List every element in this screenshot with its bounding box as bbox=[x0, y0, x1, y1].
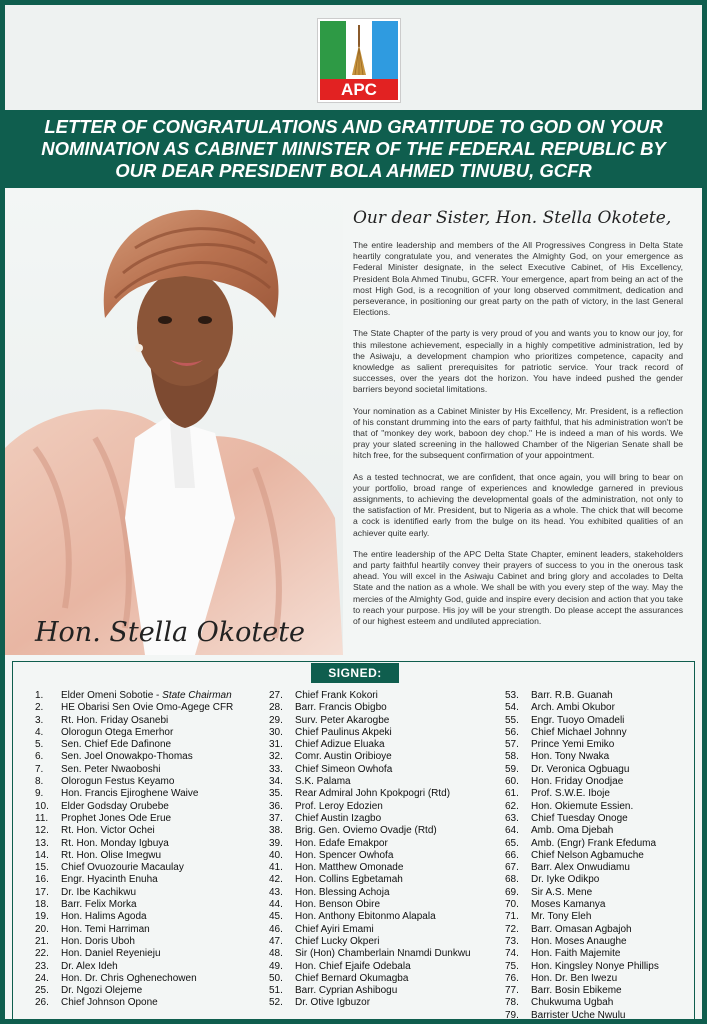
letter-salutation: Our dear Sister, Hon. Stella Okotete, bbox=[353, 208, 672, 228]
signatory-number: 63. bbox=[505, 812, 519, 824]
signatory-number: 48. bbox=[269, 948, 283, 960]
signatory-item bbox=[269, 825, 471, 837]
signatory-name: Rt. Hon. Friday Osanebi bbox=[61, 714, 169, 726]
signed-label: SIGNED: bbox=[311, 663, 399, 683]
signatory-item bbox=[35, 764, 233, 776]
signatory-name: Amb. (Engr) Frank Efeduma bbox=[531, 837, 657, 849]
signatory-number: 79. bbox=[505, 1009, 519, 1021]
signatory-number: 25. bbox=[35, 985, 49, 997]
signatory-name: Barr. R.B. Guanah bbox=[531, 690, 613, 701]
signatory-number: 38. bbox=[269, 825, 283, 837]
signatory-name: Hon. Temi Harriman bbox=[61, 923, 150, 935]
signatory-name: Hon. Spencer Owhofa bbox=[295, 849, 394, 861]
letter-paragraph: The State Chapter of the party is very proud of you and wants you to know our joy, for this milestone achievement, especially in a highly competitive administration, led by the Asiwaju, a development champion who prioritizes competence, capacity and knowledge as salient prerequisites for patriotic service. Your track record of successes, over the years dot the horizon. You have indeed pushed the gender barriers beyond societal limitations. bbox=[353, 328, 683, 395]
signatory-number: 56. bbox=[505, 726, 519, 738]
apc-logo bbox=[317, 18, 401, 103]
signatory-name: Hon. Anthony Ebitonmo Alapala bbox=[295, 911, 436, 923]
signatory-item bbox=[269, 874, 471, 886]
signatory-name: Mr. Tony Eleh bbox=[531, 911, 592, 923]
signatory-number: 46. bbox=[269, 923, 283, 935]
signatory-number: 69. bbox=[505, 886, 519, 898]
signatory-item bbox=[269, 899, 471, 911]
signatory-name: Chief Nelson Agbamuche bbox=[531, 849, 644, 861]
signatory-number: 31. bbox=[269, 739, 283, 751]
signatory-number: 4. bbox=[35, 726, 44, 738]
signatory-name: Chief Austin Izagbo bbox=[295, 812, 382, 824]
signatory-item bbox=[35, 887, 233, 899]
signatory-name: Hon. Collins Egbetamah bbox=[295, 874, 403, 886]
letter-paragraph: Your nomination as a Cabinet Minister by His Excellency, Mr. President, is a reflection of his constant drumming into the ears of party faithful, that his administration won't be that of "monkey dey work, baboon dey chop." He is indeed a man of his words. We pray your slated screening in the hallowed Chamber of the Nigerian Senate shall be hitch free, for the subsequent confirmation of your appointment. bbox=[353, 405, 683, 461]
signatories-column-3 bbox=[505, 690, 659, 1022]
signatory-number: 30. bbox=[269, 726, 283, 738]
signatory-item bbox=[505, 887, 659, 899]
signatory-number: 29. bbox=[269, 714, 283, 726]
signatory-name: Arch. Ambi Okubor bbox=[531, 702, 615, 714]
signatory-number: 51. bbox=[269, 985, 283, 997]
signatory-number: 53. bbox=[505, 690, 519, 701]
signatory-name: Comr. Austin Oribioye bbox=[295, 751, 392, 763]
signatory-item bbox=[35, 715, 233, 727]
signatory-number: 43. bbox=[269, 886, 283, 898]
letter-body bbox=[353, 208, 683, 637]
signatory-item bbox=[269, 948, 471, 960]
signatory-item bbox=[269, 985, 471, 997]
signatory-number: 35. bbox=[269, 788, 283, 800]
signatory-name: Chief Bernard Okumagba bbox=[295, 972, 409, 984]
signatory-number: 61. bbox=[505, 788, 519, 800]
signatory-item bbox=[269, 850, 471, 862]
signatory-name: Chief Lucky Okperi bbox=[295, 935, 380, 947]
portrait-photo bbox=[5, 188, 343, 655]
signatory-name: Prof. S.W.E. Iboje bbox=[531, 788, 610, 800]
signatory-item bbox=[35, 948, 233, 960]
signatory-number: 59. bbox=[505, 763, 519, 775]
signatory-item bbox=[505, 739, 659, 751]
signatories-column-2 bbox=[269, 690, 471, 1010]
signatory-item bbox=[269, 727, 471, 739]
signatory-number: 72. bbox=[505, 923, 519, 935]
signatory-name: Barr. Bosin Ebikeme bbox=[531, 985, 622, 997]
signatory-number: 2. bbox=[35, 702, 44, 714]
signatory-name: Barr. Francis Obigbo bbox=[295, 702, 387, 714]
letter-paragraph: The entire leadership and members of the All Progressives Congress in Delta State heartily congratulate you, and venerates the Almighty God, on your emergence as Federal Minister designate, in the select Executive Cabinet, of His Excellency, President Bola Ahmed Tinubu, GCFR. Your emergence, apart from being an act of the most High God, is a recognition of your long observed commitment, dedication and perseverance, in positioning our great party on the path of victory, in the last General Elections. bbox=[353, 240, 683, 318]
signatory-item bbox=[35, 911, 233, 923]
signatory-name: Hon. Matthew Omonade bbox=[295, 862, 404, 874]
signatory-item bbox=[269, 715, 471, 727]
signatory-number: 75. bbox=[505, 960, 519, 972]
signatory-item bbox=[505, 813, 659, 825]
signatory-name: Engr. Hyacinth Enuha bbox=[61, 874, 158, 886]
signatory-item bbox=[505, 715, 659, 727]
signatory-name: Chief Tuesday Onoge bbox=[531, 812, 628, 824]
signatory-name: Barr. Omasan Agbajoh bbox=[531, 923, 632, 935]
signatory-number: 49. bbox=[269, 960, 283, 972]
signatory-name: Chukwuma Ugbah bbox=[531, 997, 614, 1009]
signatory-item bbox=[269, 887, 471, 899]
signatory-name: Hon. Francis Ejiroghene Waive bbox=[61, 788, 199, 800]
signatory-item bbox=[35, 727, 233, 739]
signatory-name: Amb. Oma Djebah bbox=[531, 825, 614, 837]
page-title: LETTER OF CONGRATULATIONS AND GRATITUDE TO GOD ON YOUR NOMINATION AS CABINET MINISTER OF THE FEDERAL REPUBLIC BY OUR DEAR PRESIDENT BOLA AHMED TINUBU, GCFR bbox=[5, 110, 702, 188]
signatory-name: Barr. Cyprian Ashibogu bbox=[295, 985, 398, 997]
signatory-name: Chief Frank Kokori bbox=[295, 690, 378, 701]
signatory-name: Dr. Veronica Ogbuagu bbox=[531, 763, 630, 775]
signatory-number: 12. bbox=[35, 825, 49, 837]
signatory-number: 41. bbox=[269, 862, 283, 874]
signatory-item bbox=[35, 813, 233, 825]
signatory-name: Barr. Alex Onwudiamu bbox=[531, 862, 630, 874]
signatory-number: 1. bbox=[35, 690, 44, 701]
signatory-item bbox=[35, 985, 233, 997]
signatory-item bbox=[505, 973, 659, 985]
signatory-name: Prophet Jones Ode Erue bbox=[61, 812, 172, 824]
signatory-name: Chief Ayiri Emami bbox=[295, 923, 374, 935]
signatory-name: Hon. Chief Ejaife Odebala bbox=[295, 960, 411, 972]
signatory-number: 64. bbox=[505, 825, 519, 837]
signatory-number: 62. bbox=[505, 800, 519, 812]
signatory-number: 67. bbox=[505, 862, 519, 874]
signatory-number: 24. bbox=[35, 972, 49, 984]
signatory-number: 11. bbox=[35, 812, 49, 824]
signatory-name: Rear Admiral John Kpokpogri (Rtd) bbox=[295, 788, 451, 800]
signatory-number: 10. bbox=[35, 800, 49, 812]
signatory-name: Dr. Alex Ideh bbox=[61, 960, 118, 972]
signatory-item bbox=[269, 751, 471, 763]
signatory-number: 68. bbox=[505, 874, 519, 886]
signatory-name: Dr. Otive Igbuzor bbox=[295, 997, 371, 1009]
signatory-item bbox=[505, 825, 659, 837]
signatory-item bbox=[505, 801, 659, 813]
signatory-name: Prof. Leroy Edozien bbox=[295, 800, 383, 812]
signatory-name: Chief Johnson Opone bbox=[61, 997, 158, 1009]
signatory-item bbox=[505, 727, 659, 739]
signatory-number: 23. bbox=[35, 960, 49, 972]
signatory-name: Brig. Gen. Oviemo Ovadje (Rtd) bbox=[295, 825, 437, 837]
signatory-name: Rt. Hon. Monday Igbuya bbox=[61, 837, 169, 849]
signatory-number: 21. bbox=[35, 935, 49, 947]
signatory-role: State Chairman bbox=[162, 690, 232, 701]
signatory-name: Chief Ovuozourie Macaulay bbox=[61, 862, 184, 874]
signatory-number: 22. bbox=[35, 948, 49, 960]
signatory-number: 37. bbox=[269, 812, 283, 824]
signatory-number: 14. bbox=[35, 849, 49, 861]
signatory-name: Hon. Tony Nwaka bbox=[531, 751, 610, 763]
signatory-name: Dr. Iyke Odikpo bbox=[531, 874, 600, 886]
signatory-item bbox=[505, 788, 659, 800]
signatory-name: Hon. Dr. Ben Iwezu bbox=[531, 972, 618, 984]
signatory-name: Elder Omeni Sobotie - bbox=[61, 690, 163, 701]
signatory-item bbox=[35, 973, 233, 985]
signatory-number: 27. bbox=[269, 690, 283, 701]
signatory-number: 60. bbox=[505, 776, 519, 788]
signatory-name: Hon. Blessing Achoja bbox=[295, 886, 390, 898]
signatory-number: 7. bbox=[35, 763, 44, 775]
signatory-number: 8. bbox=[35, 776, 44, 788]
signatory-item bbox=[269, 838, 471, 850]
signatory-item bbox=[505, 764, 659, 776]
signatory-name: Chief Simeon Owhofa bbox=[295, 763, 393, 775]
signatory-name: Hon. Friday Onodjae bbox=[531, 776, 624, 788]
signatory-item bbox=[505, 961, 659, 973]
signatory-item bbox=[505, 936, 659, 948]
signatory-number: 66. bbox=[505, 849, 519, 861]
letter-paragraph: The entire leadership of the APC Delta State Chapter, eminent leaders, stakeholders and party faithful heartily convey their prayers of success to you in the onerous task ahead. You will excel in the Asiwaju Cabinet and bring glory and accolades to Delta State and the nation as a whole. We shall be with you every step of the way. May the mercies of the Almighty God, guide and inspire every decision and action that you take to reach your purpose. His joy will be your strength. Do please accept the assurances of our highest esteem and undiluted appreciation. bbox=[353, 548, 683, 627]
signatory-item bbox=[505, 899, 659, 911]
apc-logo-text: APC bbox=[320, 79, 398, 100]
signatory-number: 58. bbox=[505, 751, 519, 763]
signatory-number: 71. bbox=[505, 911, 519, 923]
signatories-column-1 bbox=[35, 690, 233, 1010]
signatory-name: HE Obarisi Sen Ovie Omo-Agege CFR bbox=[61, 702, 234, 714]
signatory-item bbox=[269, 801, 471, 813]
signatory-number: 5. bbox=[35, 739, 44, 751]
signatory-number: 74. bbox=[505, 948, 519, 960]
signatory-item bbox=[505, 948, 659, 960]
signatory-name: Prince Yemi Emiko bbox=[531, 739, 615, 751]
signatory-item bbox=[269, 739, 471, 751]
signatory-number: 52. bbox=[269, 997, 283, 1009]
signatory-item bbox=[35, 997, 233, 1009]
signatory-number: 32. bbox=[269, 751, 283, 763]
signatory-item bbox=[269, 788, 471, 800]
signatory-item bbox=[505, 985, 659, 997]
signatory-number: 36. bbox=[269, 800, 283, 812]
signatory-name: Sir (Hon) Chamberlain Nnamdi Dunkwu bbox=[295, 948, 471, 960]
signatory-name: Hon. Kingsley Nonye Phillips bbox=[531, 960, 659, 972]
signatory-item bbox=[35, 936, 233, 948]
signatory-number: 20. bbox=[35, 923, 49, 935]
signatory-name: Sen. Chief Ede Dafinone bbox=[61, 739, 172, 751]
letter-paragraph: As a tested technocrat, we are confident, that once again, you will bring to bear on your portfolio, broad range of experiences and knowledge garnered in previous assignments, to achieving the developmental goals of the administration, not only to the satisfaction of Mr. President, but to Nigeria as a whole. The chick that will become a cock is identified early from the bulge on its head. You exhibited qualities of an achiever quite early. bbox=[353, 471, 683, 538]
signatory-item bbox=[269, 997, 471, 1009]
signatory-name: Hon. Faith Majemite bbox=[531, 948, 621, 960]
signatory-name: Sen. Peter Nwaoboshi bbox=[61, 763, 161, 775]
signatory-number: 50. bbox=[269, 972, 283, 984]
signatory-item bbox=[35, 924, 233, 936]
signatory-item bbox=[505, 874, 659, 886]
signatory-number: 44. bbox=[269, 899, 283, 911]
signatory-number: 77. bbox=[505, 985, 519, 997]
signatory-number: 39. bbox=[269, 837, 283, 849]
signatory-item bbox=[269, 973, 471, 985]
signatory-item bbox=[35, 801, 233, 813]
signatory-item bbox=[505, 751, 659, 763]
signatory-number: 3. bbox=[35, 714, 44, 726]
signatory-item bbox=[505, 862, 659, 874]
signatory-number: 18. bbox=[35, 899, 49, 911]
signatory-item bbox=[269, 690, 471, 702]
signatory-item bbox=[35, 825, 233, 837]
signatory-number: 73. bbox=[505, 935, 519, 947]
signatory-name: Hon. Daniel Reyenieju bbox=[61, 948, 161, 960]
signatory-name: Hon. Doris Uboh bbox=[61, 935, 135, 947]
signatory-item bbox=[35, 961, 233, 973]
signatory-item bbox=[35, 751, 233, 763]
signatory-name: Dr. Ibe Kachikwu bbox=[61, 886, 137, 898]
signatory-item bbox=[269, 702, 471, 714]
signatory-name: Sen. Joel Onowakpo-Thomas bbox=[61, 751, 193, 763]
signatory-name: Hon. Edafe Emakpor bbox=[295, 837, 388, 849]
signatory-number: 45. bbox=[269, 911, 283, 923]
signatory-name: Olorogun Festus Keyamo bbox=[61, 776, 175, 788]
signatory-item bbox=[35, 702, 233, 714]
signatory-item bbox=[35, 776, 233, 788]
signatory-name: Barr. Felix Morka bbox=[61, 899, 137, 911]
signatory-item bbox=[35, 739, 233, 751]
signatory-name: Elder Godsday Orubebe bbox=[61, 800, 169, 812]
signatory-name: Hon. Okiemute Essien. bbox=[531, 800, 634, 812]
signatory-number: 19. bbox=[35, 911, 49, 923]
signatory-item bbox=[269, 776, 471, 788]
signatory-number: 78. bbox=[505, 997, 519, 1009]
signatory-item bbox=[35, 850, 233, 862]
signatory-name: Barrister Uche Nwulu bbox=[531, 1009, 626, 1021]
portrait-caption: Hon. Stella Okotete bbox=[35, 617, 306, 648]
signatory-number: 76. bbox=[505, 972, 519, 984]
signatory-item bbox=[35, 874, 233, 886]
signatory-name: Dr. Ngozi Olejeme bbox=[61, 985, 143, 997]
signatory-name: Sir A.S. Mene bbox=[531, 886, 593, 898]
signatory-item bbox=[269, 924, 471, 936]
signatory-name: Hon. Benson Obire bbox=[295, 899, 381, 911]
header-band bbox=[5, 5, 702, 110]
signatory-number: 57. bbox=[505, 739, 519, 751]
signatory-item bbox=[269, 936, 471, 948]
signatory-number: 16. bbox=[35, 874, 49, 886]
signatory-item bbox=[505, 838, 659, 850]
signatory-name: Chief Michael Johnny bbox=[531, 726, 627, 738]
signatory-name: S.K. Palama bbox=[295, 776, 351, 788]
signatory-item bbox=[505, 1010, 659, 1022]
signatory-number: 55. bbox=[505, 714, 519, 726]
signatory-number: 17. bbox=[35, 886, 49, 898]
signatory-number: 28. bbox=[269, 702, 283, 714]
signatory-item bbox=[505, 690, 659, 702]
signatory-item bbox=[35, 690, 233, 702]
signatory-item bbox=[269, 961, 471, 973]
signatory-name: Olorogun Otega Emerhor bbox=[61, 726, 174, 738]
signatory-item bbox=[269, 911, 471, 923]
signatory-item bbox=[35, 862, 233, 874]
signatory-number: 15. bbox=[35, 862, 49, 874]
signatory-number: 26. bbox=[35, 997, 49, 1009]
signatory-item bbox=[35, 788, 233, 800]
signatory-number: 34. bbox=[269, 776, 283, 788]
signatory-name: Chief Paulinus Akpeki bbox=[295, 726, 392, 738]
signatory-item bbox=[505, 702, 659, 714]
signatory-item bbox=[35, 899, 233, 911]
signatory-item bbox=[505, 911, 659, 923]
signatory-name: Engr. Tuoyo Omadeli bbox=[531, 714, 625, 726]
signatory-number: 47. bbox=[269, 935, 283, 947]
signatory-number: 13. bbox=[35, 837, 49, 849]
signatory-item bbox=[269, 862, 471, 874]
signatory-number: 40. bbox=[269, 849, 283, 861]
signatory-name: Hon. Halims Agoda bbox=[61, 911, 147, 923]
signatory-number: 54. bbox=[505, 702, 519, 714]
signatory-item bbox=[505, 776, 659, 788]
signatory-name: Surv. Peter Akarogbe bbox=[295, 714, 390, 726]
signatory-item bbox=[269, 813, 471, 825]
broom-icon bbox=[351, 25, 367, 77]
signatory-name: Rt. Hon. Olise Imegwu bbox=[61, 849, 162, 861]
signatory-item bbox=[269, 764, 471, 776]
signatory-name: Hon. Dr. Chris Oghenechowen bbox=[61, 972, 197, 984]
signatory-number: 65. bbox=[505, 837, 519, 849]
signatory-item bbox=[505, 997, 659, 1009]
signatory-name: Rt. Hon. Victor Ochei bbox=[61, 825, 155, 837]
signatory-name: Moses Kamanya bbox=[531, 899, 606, 911]
signatory-item bbox=[35, 838, 233, 850]
signatory-name: Chief Adizue Eluaka bbox=[295, 739, 385, 751]
signatory-number: 33. bbox=[269, 763, 283, 775]
signatory-name: Hon. Moses Anaughe bbox=[531, 935, 627, 947]
signatory-number: 70. bbox=[505, 899, 519, 911]
signatory-item bbox=[505, 850, 659, 862]
signatory-number: 42. bbox=[269, 874, 283, 886]
signatory-number: 6. bbox=[35, 751, 44, 763]
signatory-number: 9. bbox=[35, 788, 44, 800]
signatory-item bbox=[505, 924, 659, 936]
